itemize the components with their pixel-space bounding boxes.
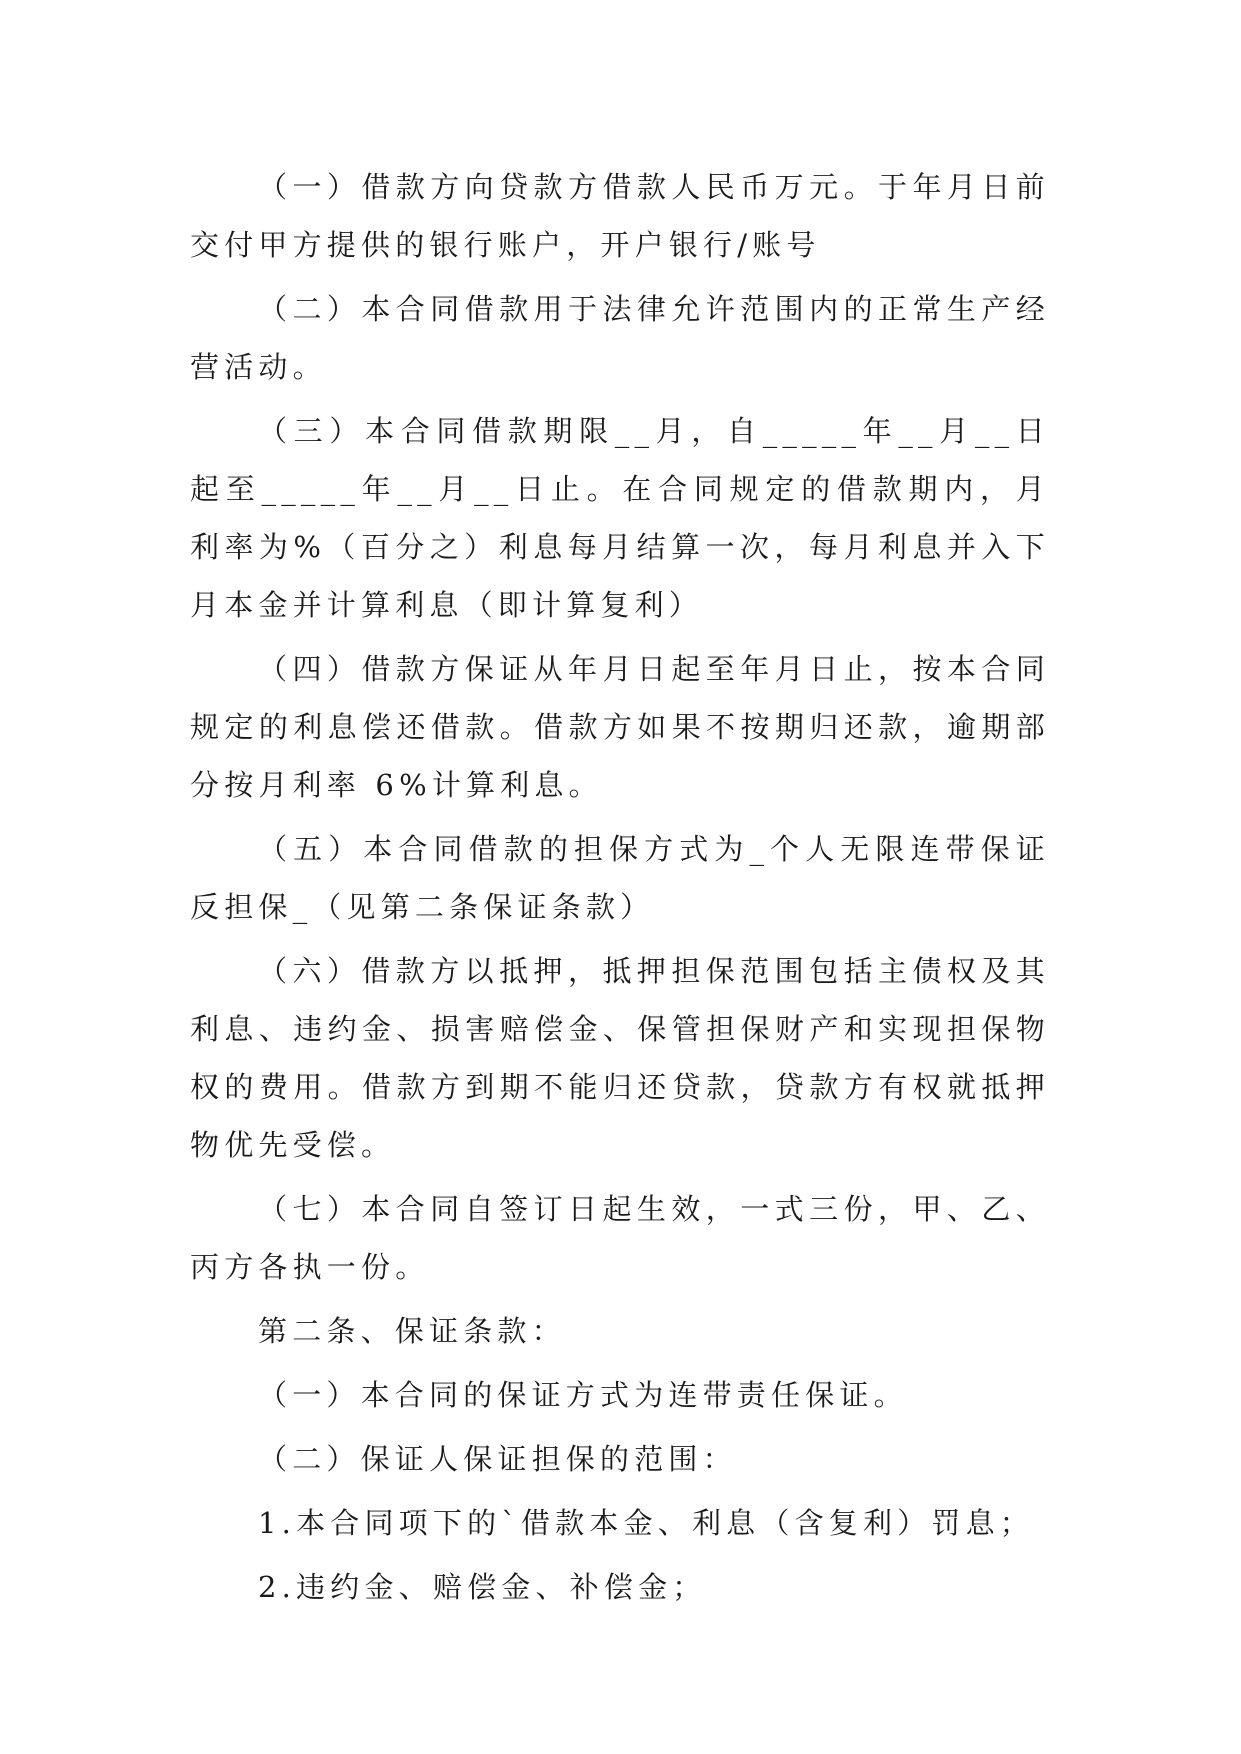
paragraph-loan-amount: （一）借款方向贷款方借款人民币万元。于年月日前交付甲方提供的银行账户，开户银行/账号 [190,170,1050,262]
document-page [190,158,1050,1622]
paragraph-loan-term: （三）本合同借款期限__月，自_____年__月__日起至_____年__月__日止。在合同规定的借款期内，月利率为%（百分之）利息每月结算一次，每月利息并入下月本金并计算利息（即计算复利） [190,414,1050,622]
paragraph-guarantee-method: （五）本合同借款的担保方式为_个人无限连带保证反担保_（见第二条保证条款） [190,832,1050,924]
paragraph-guarantee-scope: （二）保证人保证担保的范围： [258,1442,737,1476]
list-item-penalties: 2.违约金、赔偿金、补偿金； [258,1570,707,1604]
paragraph-guarantee-type: （一）本合同的保证方式为连带责任保证。 [258,1378,908,1412]
list-item-principal-interest: 1.本合同项下的`借款本金、利息（含复利）罚息； [258,1506,1034,1540]
paragraph-repayment: （四）借款方保证从年月日起至年月日止，按本合同规定的利息偿还借款。借款方如果不按期归还款，逾期部分按月利率 6%计算利息。 [190,652,1050,802]
paragraph-effectiveness: （七）本合同自签订日起生效，一式三份，甲、乙、丙方各执一份。 [190,1192,1050,1284]
paragraph-mortgage: （六）借款方以抵押，抵押担保范围包括主债权及其利息、违约金、损害赔偿金、保管担保财产和实现担保物权的费用。借款方到期不能归还贷款，贷款方有权就抵押物优先受偿。 [190,954,1050,1162]
section-heading-guarantee-clause: 第二条、保证条款： [258,1314,566,1348]
paragraph-loan-purpose: （二）本合同借款用于法律允许范围内的正常生产经营活动。 [190,292,1050,384]
